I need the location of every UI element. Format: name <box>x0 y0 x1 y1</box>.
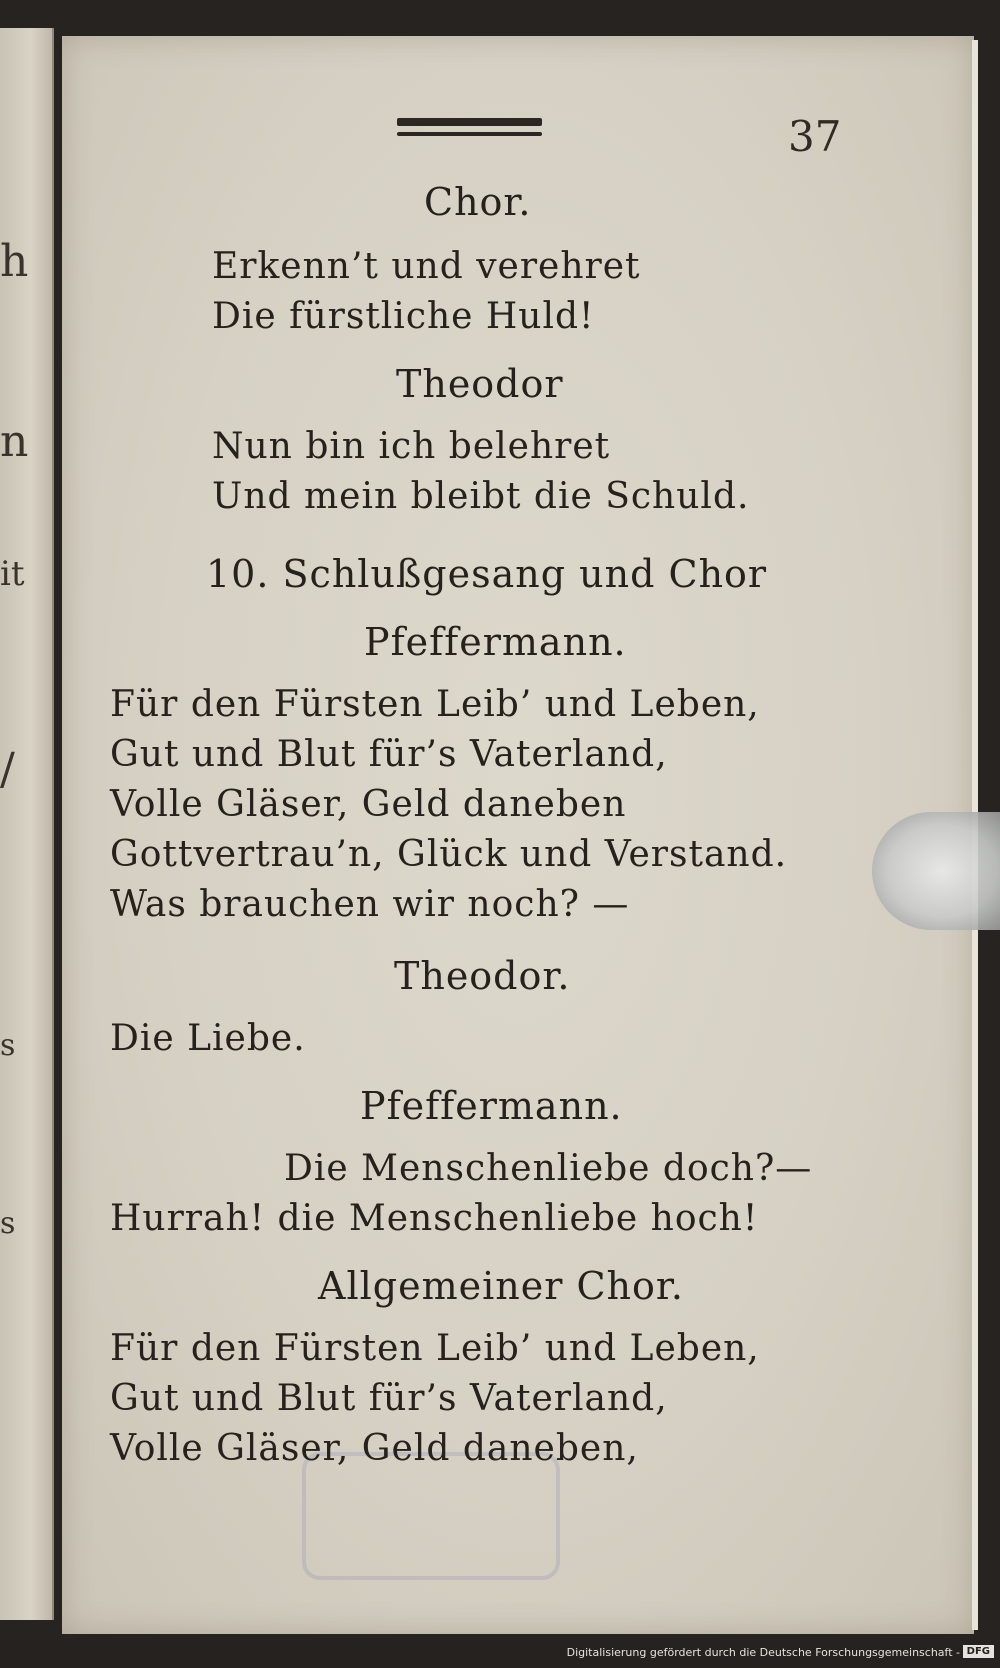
prev-page-fragment: s <box>0 1206 16 1241</box>
prev-page-fragment: n <box>0 416 29 467</box>
speaker-theodor: Theodor. <box>394 954 571 998</box>
verse-line: Gut und Blut für’s Vaterland, <box>110 734 668 775</box>
library-stamp <box>302 1452 560 1580</box>
prev-page-fragment: h <box>0 236 29 287</box>
verse-line: Gut und Blut für’s Vaterland, <box>110 1378 668 1419</box>
verse-line: Die fürstliche Huld! <box>212 296 595 337</box>
speaker-pfeffermann: Pfeffermann. <box>360 1084 623 1128</box>
verse-line: Erkenn’t und verehret <box>212 246 641 287</box>
speaker-theodor: Theodor <box>396 362 564 406</box>
speaker-pfeffermann: Pfeffermann. <box>364 620 627 664</box>
speaker-allgemeiner-chor: Allgemeiner Chor. <box>318 1264 684 1308</box>
prev-page-fragment: s <box>0 1028 16 1063</box>
verse-line: Gottvertrau’n, Glück und Verstand. <box>110 834 788 875</box>
prev-page-fragment: / <box>0 744 15 795</box>
top-rule-thick <box>397 118 542 126</box>
footer-credit: Digitalisierung gefördert durch die Deutsche Forschungsgemeinschaft - <box>566 1646 960 1659</box>
verse-line: Volle Gläser, Geld daneben <box>110 784 627 825</box>
top-rule-thin <box>397 132 542 136</box>
verse-line: Volle Gläser, Geld daneben, <box>110 1428 639 1469</box>
verse-line: Nun bin ich belehret <box>212 426 611 467</box>
verse-line: Für den Fürsten Leib’ und Leben, <box>110 684 760 725</box>
page-number: 37 <box>788 112 842 161</box>
verse-line: Die Menschenliebe doch?— <box>284 1148 813 1189</box>
prev-page-fragment: it <box>0 554 25 594</box>
dfg-logo-icon: DFG <box>963 1645 994 1658</box>
verse-line: Hurrah! die Menschenliebe hoch! <box>110 1198 759 1239</box>
verse-line: Und mein bleibt die Schuld. <box>212 476 750 517</box>
section-heading: 10. Schlußgesang und Chor <box>206 552 768 596</box>
verse-line: Was brauchen wir noch? — <box>110 884 630 925</box>
speaker-chor: Chor. <box>424 180 532 224</box>
previous-page-edge <box>0 28 54 1620</box>
verse-line: Für den Fürsten Leib’ und Leben, <box>110 1328 760 1369</box>
verse-line: Die Liebe. <box>110 1018 306 1059</box>
page-clip <box>872 812 1000 930</box>
